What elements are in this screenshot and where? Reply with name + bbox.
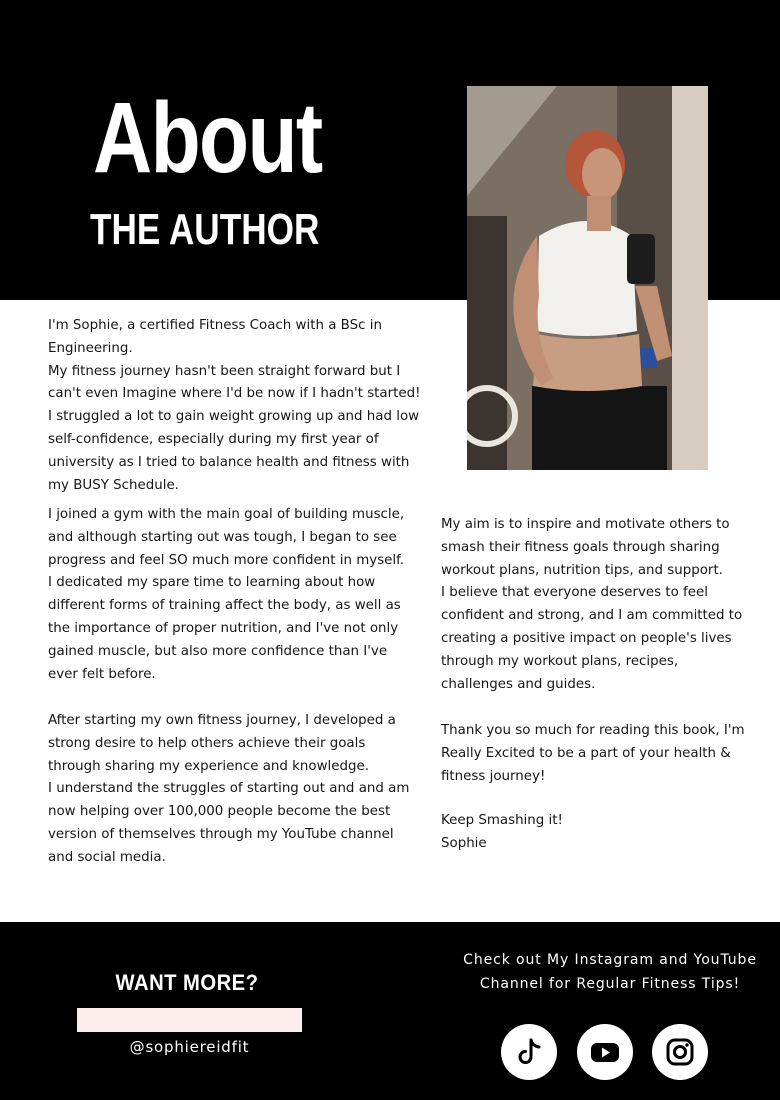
mission-paragraph-2: I understand the struggles of starting out and and am now helping over 100,000 people become the best version of themselves through my YouTube channel and social media. — [48, 781, 410, 865]
journey-block — [48, 504, 418, 686]
handle-highlight-bar — [77, 1008, 302, 1032]
social-cta-text: Check out My Instagram and YouTube Channel for Regular Fitness Tips! — [463, 952, 757, 992]
social-handle[interactable]: @sophiereidfit — [129, 1038, 250, 1056]
want-more-heading: WANT MORE? — [115, 970, 259, 995]
aim-block — [441, 514, 751, 696]
instagram-icon[interactable] — [652, 1024, 708, 1080]
mission-paragraph-1: After starting my own fitness journey, I developed a strong desire to help others achieve their goals through sharing my experience and knowledge. — [48, 713, 396, 774]
signoff-block — [441, 810, 751, 856]
thanks-paragraph: Thank you so much for reading this book, I'm Really Excited to be a part of your health & fitness journey! — [441, 723, 745, 784]
journey-paragraph-2: I dedicated my spare time to learning about how different forms of training affect the body, as well as the importance of proper nutrition, and I've not only gained muscle, but also more confidence than I've ever felt before. — [48, 575, 401, 682]
journey-paragraph-1: I joined a gym with the main goal of building muscle, and although starting out was tough, I began to see progress and feel SO much more confident in myself. — [48, 507, 405, 568]
page-title: About — [93, 82, 322, 194]
intro-paragraph-1: I'm Sophie, a certified Fitness Coach with a BSc in Engineering. — [48, 318, 382, 356]
signoff-name: Sophie — [441, 835, 487, 851]
page-subtitle: THE AUTHOR — [90, 205, 320, 254]
youtube-icon[interactable] — [577, 1024, 633, 1080]
aim-paragraph-1: My aim is to inspire and motivate others to smash their fitness goals through sharing workout plans, nutrition tips, and support. — [441, 517, 730, 578]
tiktok-icon[interactable] — [501, 1024, 557, 1080]
signoff-line-1: Keep Smashing it! — [441, 813, 563, 828]
intro-block — [48, 315, 433, 497]
author-photo — [467, 86, 708, 470]
thanks-block — [441, 720, 751, 788]
aim-paragraph-2: I believe that everyone deserves to feel confident and strong, and I am committed to creating a positive impact on people's lives through my workout plans, recipes, challenges and guides. — [441, 585, 743, 692]
intro-paragraph-3: I struggled a lot to gain weight growing up and had low self-confidence, especially during my first year of university as I tried to balance health and fitness with my BUSY Schedule. — [48, 409, 420, 493]
intro-paragraph-2: My fitness journey hasn't been straight forward but I can't even Imagine where I'd be now if I hadn't started! — [48, 363, 421, 402]
mission-block — [48, 710, 418, 870]
